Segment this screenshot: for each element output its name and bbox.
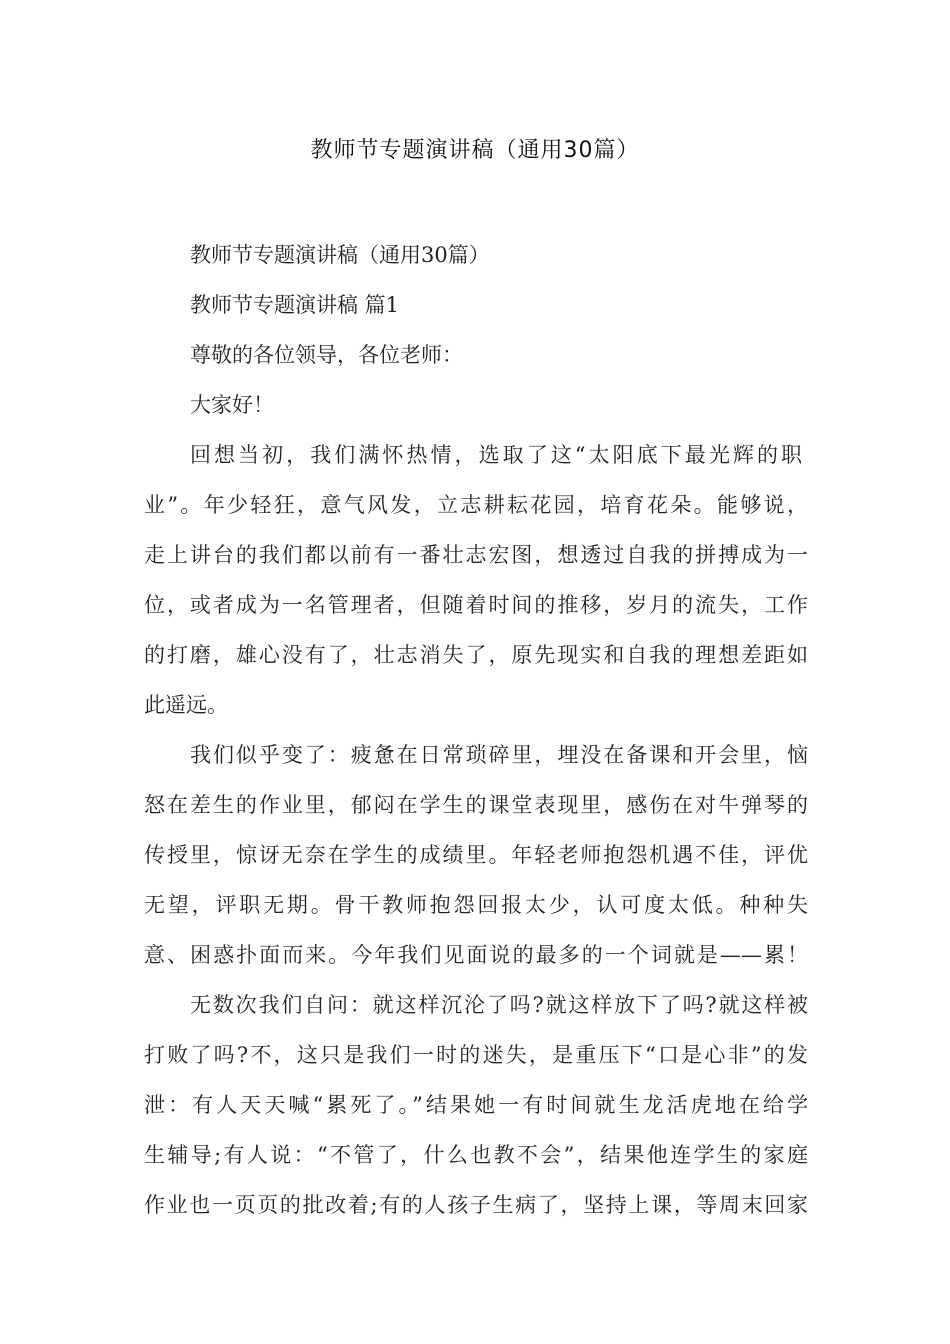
page-title: 教师节专题演讲稿（通用30篇）	[310, 138, 640, 163]
paragraph-line: 位，或者成为一名管理者，但随着时间的推移，岁月的流失，工作	[144, 593, 808, 617]
paragraph-line: 无数次我们自问：就这样沉沦了吗?就这样放下了吗?就这样被	[190, 993, 808, 1017]
paragraph-line: 泄：有人天天喊“累死了。”结果她一有时间就生龙活虎地在给学	[144, 1093, 808, 1117]
paragraph-line: 生辅导;有人说：“不管了，什么也教不会”，结果他连学生的家庭	[144, 1143, 808, 1167]
paragraph-line: 回想当初，我们满怀热情，选取了这“太阳底下最光辉的职	[190, 443, 802, 467]
paragraph-line: 我们似乎变了：疲惫在日常琐碎里，埋没在备课和开会里，恼	[190, 743, 808, 767]
paragraph-line: 的打磨，雄心没有了，壮志消失了，原先现实和自我的理想差距如	[144, 643, 808, 667]
paragraph-line: 作业也一页页的批改着;有的人孩子生病了，坚持上课，等周末回家	[144, 1193, 808, 1217]
paragraph-line: 传授里，惊讶无奈在学生的成绩里。年轻老师抱怨机遇不佳，评优	[144, 843, 808, 867]
paragraph-line: 怒在差生的作业里，郁闷在学生的课堂表现里，感伤在对牛弹琴的	[144, 793, 808, 817]
paragraph-line: 打败了吗?不，这只是我们一时的迷失，是重压下“口是心非”的发	[144, 1043, 808, 1067]
salutation: 尊敬的各位领导，各位老师：	[190, 343, 463, 367]
document-body	[144, 230, 808, 1230]
section-heading: 教师节专题演讲稿 篇1	[190, 293, 400, 317]
paragraph-line: 走上讲台的我们都以前有一番壮志宏图，想透过自我的拼搏成为一	[144, 543, 808, 567]
subtitle-line: 教师节专题演讲稿（通用30篇）	[190, 243, 490, 267]
paragraph-line: 无望，评职无期。骨干教师抱怨回报太少，认可度太低。种种失	[144, 893, 808, 917]
paragraph-line: 意、困惑扑面而来。今年我们见面说的最多的一个词就是——累！	[144, 943, 808, 967]
greeting: 大家好！	[190, 393, 274, 417]
paragraph-line: 业”。年少轻狂，意气风发，立志耕耘花园，培育花朵。能够说，	[144, 493, 808, 517]
paragraph-line: 此遥远。	[144, 693, 228, 717]
